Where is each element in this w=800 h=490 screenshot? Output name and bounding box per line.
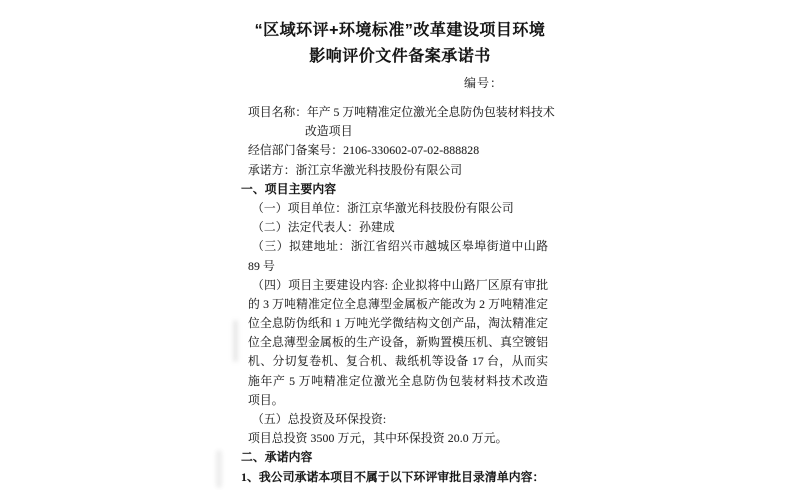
document-body (241, 103, 555, 487)
document-title-line-1: “区域环评+环境标准”改革建设项目环境 (254, 22, 546, 39)
item-4-content-line-5: 机、分切复卷机、复合机、裁纸机等设备 17 台，从而实 (248, 354, 548, 369)
item-1-project-unit: （一）项目单位：浙江京华激光科技股份有限公司 (252, 200, 514, 215)
document-title-line-2: 影响评价文件备案承诺书 (309, 48, 491, 65)
filing-number-line: 经信部门备案号：2106-330602-07-02-888828 (248, 143, 480, 158)
item-4-content-line-6: 施年产 5 万吨精准定位激光全息防伪包装材料技术改造 (248, 373, 548, 388)
item-3-address: （三）拟建地址：浙江省绍兴市越城区皋埠街道中山路 (252, 239, 548, 254)
item-2-legal-rep: （二）法定代表人：孙建成 (252, 220, 395, 235)
committer-line: 承诺方：浙江京华激光科技股份有限公司 (248, 162, 463, 177)
item-4-content-line-4: 位全息薄型金属板的生产设备，新购置模压机、真空镀铝 (248, 335, 548, 350)
item-4-content-line-7: 项目。 (248, 392, 284, 407)
scan-smudge (233, 320, 238, 362)
investment-amount-line: 项目总投资 3500 万元，其中环保投资 20.0 万元。 (248, 431, 508, 446)
section-2-heading: 二、承诺内容 (241, 450, 313, 465)
scan-smudge (216, 450, 222, 488)
item-3-address-continued: 89 号 (248, 258, 275, 273)
document-number-label: 编号： (464, 76, 504, 90)
item-4-content-line-2: 的 3 万吨精准定位全息薄型金属板产能改为 2 万吨精准定 (248, 296, 548, 311)
document-title (200, 18, 600, 70)
commitment-clause-1: 1、我公司承诺本项目不属于以下环评审批目录清单内容： (241, 469, 545, 484)
item-4-content: （四）项目主要建设内容: 企业拟将中山路厂区原有审批 (252, 277, 548, 292)
item-4-content-line-3: 位全息防伪纸和 1 万吨光学微结构文创产品，淘汰精准定 (248, 316, 548, 331)
section-1-heading: 一、项目主要内容 (241, 181, 337, 196)
project-name-line: 项目名称：年产 5 万吨精准定位激光全息防伪包装材料技术 (248, 105, 555, 119)
item-5-investment-label: （五）总投资及环保投资: (252, 412, 387, 426)
project-name-continued: 改造项目 (305, 124, 353, 139)
